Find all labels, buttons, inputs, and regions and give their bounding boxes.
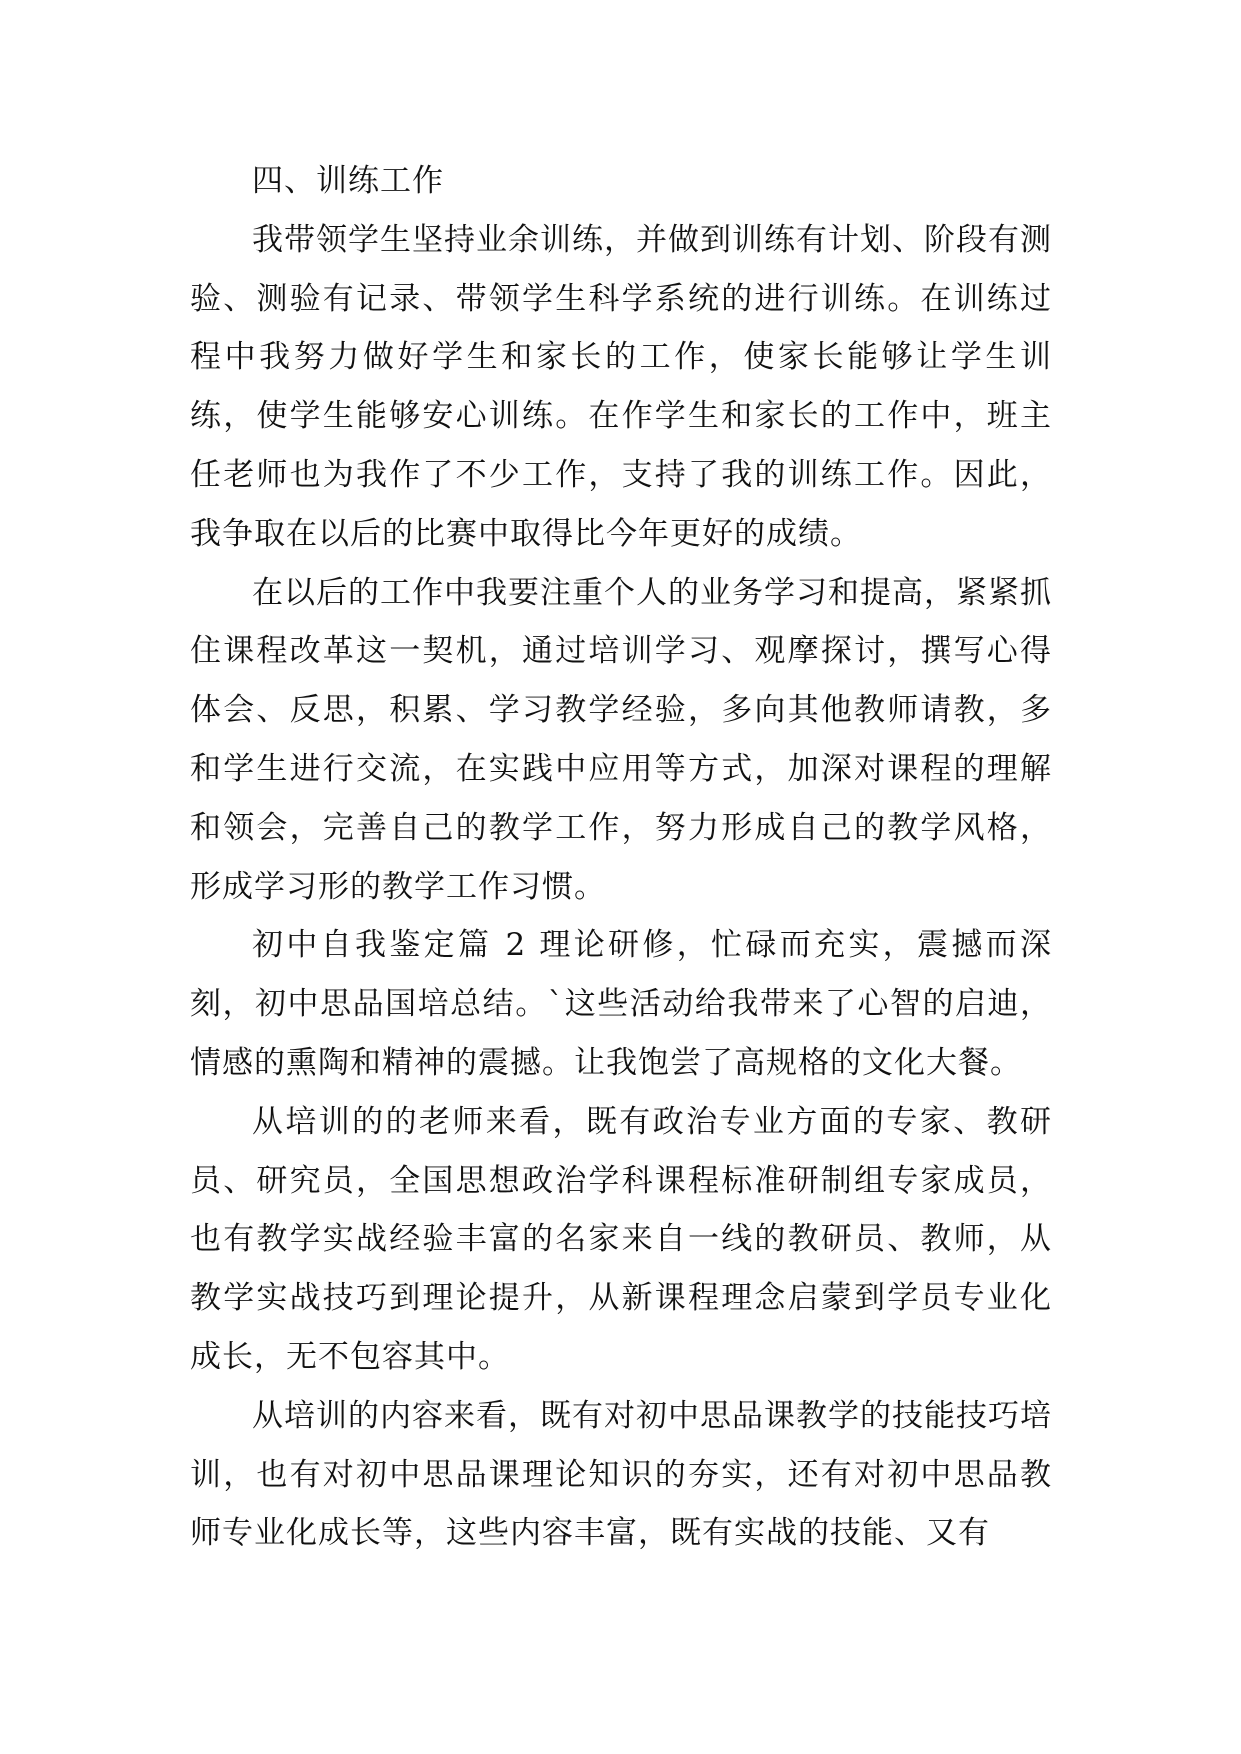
paragraph: 我带领学生坚持业余训练，并做到训练有计划、阶段有测验、测验有记录、带领学生科学系统的进行训练。在训练过程中我努力做好学生和家长的工作，使家长能够让学生训练，使学生能够安心训练。在作学生和家长的工作中，班主任老师也为我作了不少工作，支持了我的训练工作。因此，我争取在以后的比赛中取得比今年更好的成绩。 — [190, 221, 1052, 552]
paragraph: 从培训的的老师来看，既有政治专业方面的专家、教研员、研究员，全国思想政治学科课程标准研制组专家成员，也有教学实战经验丰富的名家来自一线的教研员、教师，从教学实战技巧到理论提升，从新课程理念启蒙到学员专业化成长，无不包容其中。 — [190, 1103, 1052, 1375]
document-body — [190, 152, 1052, 1563]
paragraph: 初中自我鉴定篇 2 理论研修，忙碌而充实，震撼而深刻，初中思品国培总结。`这些活动给我带来了心智的启迪，情感的熏陶和精神的震撼。让我饱尝了高规格的文化大餐。 — [190, 927, 1052, 1081]
paragraph: 在以后的工作中我要注重个人的业务学习和提高，紧紧抓住课程改革这一契机，通过培训学习、观摩探讨，撰写心得体会、反思，积累、学习教学经验，多向其他教师请教，多和学生进行交流，在实践中应用等方式，加深对课程的理解和领会，完善自己的教学工作，努力形成自己的教学风格，形成学习形的教学工作习惯。 — [190, 574, 1052, 905]
paragraph: 从培训的内容来看，既有对初中思品课教学的技能技巧培训，也有对初中思品课理论知识的夯实，还有对初中思品教师专业化成长等，这些内容丰富，既有实战的技能、又有 — [190, 1397, 1052, 1552]
section-heading: 四、训练工作 — [252, 163, 444, 199]
